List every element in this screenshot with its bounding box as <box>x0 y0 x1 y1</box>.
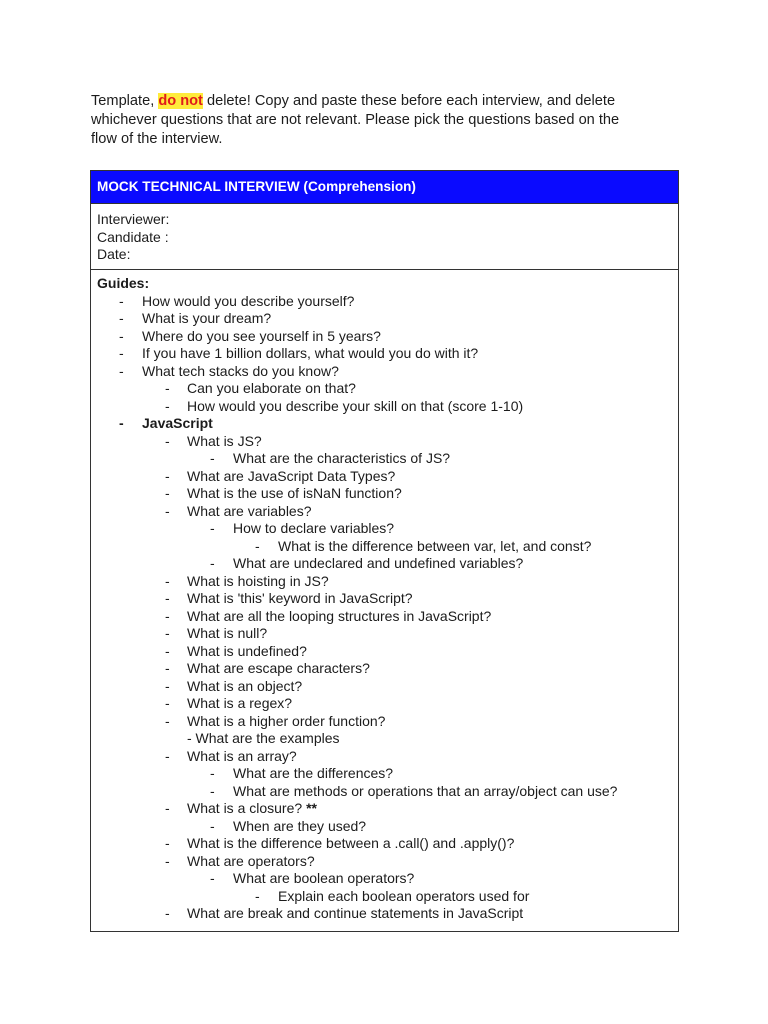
question-item <box>97 695 678 713</box>
question-label: If you have 1 billion dollars, what would you do with it? <box>142 345 479 361</box>
list-dash: - <box>210 765 215 781</box>
question-item <box>97 678 678 696</box>
question-item <box>97 730 678 748</box>
question-label: What is JS? <box>187 432 262 449</box>
intro-rest: delete! Copy and paste these before each interview, and delete <box>202 93 616 109</box>
question-text <box>187 590 413 608</box>
question-text <box>187 485 402 503</box>
list-dash: - <box>165 502 170 519</box>
question-text <box>142 415 213 433</box>
question-item <box>97 380 678 398</box>
guides-cell <box>91 270 678 931</box>
question-label: What is a regex? <box>187 695 293 711</box>
question-text <box>187 713 385 731</box>
question-text <box>233 783 617 801</box>
question-text <box>187 835 514 853</box>
question-text <box>142 363 339 381</box>
question-item <box>97 870 678 888</box>
question-item <box>97 625 678 643</box>
question-item <box>97 538 678 556</box>
question-text <box>187 380 356 398</box>
intro-prefix: Template, <box>91 93 159 109</box>
list-dash: - <box>165 677 170 694</box>
list-dash: - <box>165 747 170 764</box>
question-label: What is an array? <box>187 747 297 764</box>
question-item <box>97 888 678 906</box>
list-dash: - <box>210 520 215 536</box>
question-item <box>97 450 678 468</box>
question-text <box>278 888 529 906</box>
question-item <box>97 765 678 783</box>
question-label: What are all the looping structures in JavaScript? <box>187 607 492 624</box>
list-dash: - <box>119 345 124 361</box>
question-text <box>278 538 591 556</box>
question-item <box>97 608 678 626</box>
question-text <box>187 608 491 626</box>
question-text <box>233 520 394 538</box>
list-dash: - <box>210 450 215 466</box>
question-text <box>142 310 271 328</box>
question-text <box>187 503 312 521</box>
list-dash: - <box>165 642 170 659</box>
question-text <box>142 345 478 363</box>
question-text <box>187 573 329 591</box>
question-label: What is hoisting in JS? <box>187 572 329 589</box>
question-text <box>187 695 292 713</box>
emphasis-marker: ** <box>306 800 317 816</box>
list-dash: - <box>255 887 260 904</box>
question-item <box>97 555 678 573</box>
question-label: What is a closure? <box>187 800 303 816</box>
question-text <box>233 870 414 888</box>
question-label: What is undefined? <box>187 642 307 659</box>
question-item <box>97 415 678 433</box>
list-dash: - <box>255 537 260 554</box>
question-label: What is 'this' keyword in JavaScript? <box>187 590 413 606</box>
list-dash: - <box>165 607 170 624</box>
question-label: What are methods or operations that an array/object can use? <box>233 782 618 799</box>
question-label: What are variables? <box>187 502 312 519</box>
intro-line-3: flow of the interview. <box>91 131 223 147</box>
question-item <box>97 660 678 678</box>
question-item <box>97 503 678 521</box>
list-dash: - <box>165 467 170 484</box>
question-label: Can you elaborate on that? <box>187 380 356 396</box>
question-text <box>187 660 370 678</box>
question-item <box>97 345 678 363</box>
list-dash: - <box>165 660 170 676</box>
list-dash: - <box>165 712 170 729</box>
table-header: MOCK TECHNICAL INTERVIEW (Comprehension) <box>91 171 678 204</box>
list-dash: - <box>119 310 124 326</box>
question-label: Explain each boolean operators used for <box>278 887 530 904</box>
question-item <box>97 905 678 923</box>
question-label: What is an object? <box>187 677 303 694</box>
question-text <box>187 800 317 818</box>
list-dash: - <box>165 835 170 851</box>
list-dash: - <box>210 782 215 799</box>
meta-cell <box>91 204 678 270</box>
list-dash: - <box>210 870 215 886</box>
question-item <box>97 853 678 871</box>
list-dash: - <box>165 695 170 711</box>
question-text <box>187 748 297 766</box>
list-dash: - <box>165 905 170 921</box>
intro-line-2: whichever questions that are not relevant. Please pick the questions based on the <box>91 112 620 128</box>
question-text <box>187 905 523 923</box>
intro-paragraph <box>91 92 691 149</box>
question-label: What is the difference between a .call() and .apply()? <box>187 835 515 851</box>
list-dash: - <box>165 397 170 414</box>
question-label: - What are the examples <box>187 730 340 746</box>
candidate-label: Candidate : <box>97 228 169 245</box>
guides-title: Guides: <box>97 275 150 291</box>
interviewer-label: Interviewer: <box>97 211 170 227</box>
question-label: What is a higher order function? <box>187 712 386 729</box>
question-label: What are operators? <box>187 852 315 869</box>
question-item <box>97 590 678 608</box>
question-label: What are escape characters? <box>187 660 370 676</box>
list-dash: - <box>210 555 215 571</box>
question-text <box>187 398 523 416</box>
question-text <box>233 555 523 573</box>
question-label: How would you describe yourself? <box>142 292 355 309</box>
question-text <box>233 818 366 836</box>
question-item <box>97 748 678 766</box>
question-item <box>97 433 678 451</box>
interview-table <box>90 170 679 932</box>
do-not-highlight: do not <box>158 93 203 109</box>
question-label: What are JavaScript Data Types? <box>187 467 396 484</box>
question-label: What are the characteristics of JS? <box>233 450 451 466</box>
question-item <box>97 293 678 311</box>
list-dash: - <box>165 590 170 606</box>
question-text <box>187 468 395 486</box>
list-dash: - <box>165 852 170 869</box>
list-dash: - <box>165 572 170 589</box>
question-text <box>187 625 267 643</box>
question-label: What are the differences? <box>233 765 394 781</box>
question-item <box>97 783 678 801</box>
list-dash: - <box>119 415 124 431</box>
question-item <box>97 310 678 328</box>
date-label: Date: <box>97 246 131 262</box>
question-label: What is the use of isNaN function? <box>187 485 402 501</box>
question-text <box>233 765 393 783</box>
question-list <box>97 293 678 923</box>
question-item <box>97 468 678 486</box>
question-text <box>187 730 340 748</box>
question-label: What are undeclared and undefined variables? <box>233 555 524 571</box>
list-dash: - <box>119 362 124 379</box>
question-item <box>97 398 678 416</box>
question-item <box>97 485 678 503</box>
question-text <box>187 853 315 871</box>
question-item <box>97 520 678 538</box>
list-dash: - <box>165 380 170 396</box>
question-text <box>142 328 381 346</box>
question-item <box>97 800 678 818</box>
question-label: What tech stacks do you know? <box>142 362 339 379</box>
question-item <box>97 573 678 591</box>
question-text <box>187 678 302 696</box>
question-text <box>187 433 262 451</box>
question-item <box>97 643 678 661</box>
question-label: How would you describe your skill on that (score 1-10) <box>187 397 524 414</box>
question-label: When are they used? <box>233 817 367 834</box>
question-text <box>142 293 354 311</box>
question-item <box>97 835 678 853</box>
question-item <box>97 713 678 731</box>
question-label: How to declare variables? <box>233 520 395 536</box>
list-dash: - <box>119 292 124 309</box>
list-dash: - <box>119 327 124 344</box>
question-label: What is your dream? <box>142 310 272 326</box>
question-label: What are break and continue statements in JavaScript <box>187 905 524 921</box>
question-text <box>187 643 307 661</box>
question-label: JavaScript <box>142 415 213 431</box>
intro-line-1 <box>91 92 691 111</box>
question-label: What is the difference between var, let, and const? <box>278 537 592 554</box>
question-text <box>233 450 450 468</box>
list-dash: - <box>165 432 170 449</box>
list-dash: - <box>210 817 215 834</box>
question-item <box>97 818 678 836</box>
question-item <box>97 363 678 381</box>
list-dash: - <box>165 625 170 641</box>
question-label: Where do you see yourself in 5 years? <box>142 327 381 344</box>
list-dash: - <box>165 485 170 501</box>
list-dash: - <box>165 800 170 816</box>
question-item <box>97 328 678 346</box>
question-label: What are boolean operators? <box>233 870 415 886</box>
question-label: What is null? <box>187 625 268 641</box>
